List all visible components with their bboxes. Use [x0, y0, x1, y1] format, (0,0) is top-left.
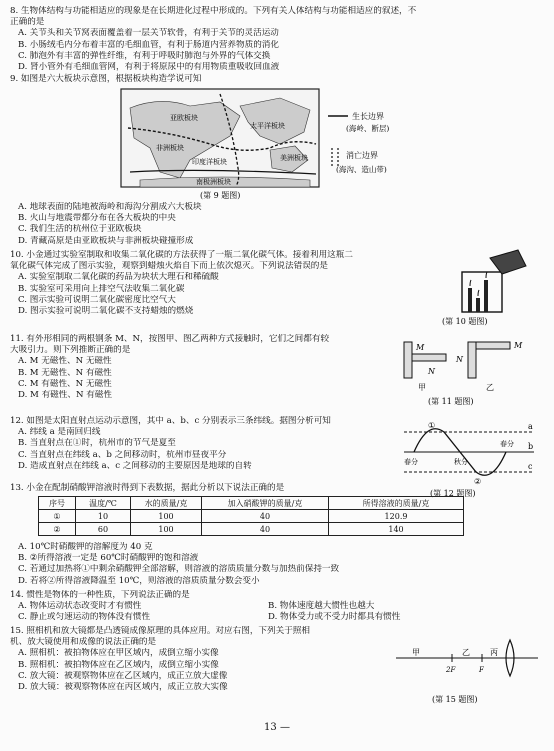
fig11-label-n2: N [456, 355, 463, 364]
map-label-eurasian: 亚欧板块 [170, 114, 198, 122]
q9-stem: 9. 如图是六大板块示意图，根据板块构造学说可知 [10, 74, 202, 84]
table-cell: ① [39, 510, 76, 523]
q12-stem: 12. 如图是太阳直射点运动示意图，其中 a、b、c 分别表示三条纬线。据图分析可知 [10, 416, 331, 426]
q10-stem-line-2: 氧化碳气体完成了图示实验，观察到蜡烛火焰自下而上依次熄灭。下列说法错误的是 [10, 261, 328, 272]
q11-option-b: B. M 无磁性、N 有磁性 [18, 367, 112, 378]
q15-option-a: A. 照相机：被拍物体应在甲区域内，成倒立缩小实像 [18, 648, 219, 659]
fig12-label-point1: ① [428, 421, 436, 430]
page-number: 13 — [264, 722, 290, 733]
q11-stem-line-1: 11. 有外形相同的两根钢条 M、N，按图甲、图乙两种方式接触时，它们之间都有较 [10, 334, 330, 344]
q13-option-c: C. 若通过加热将①中剩余硝酸钾全部溶解，则溶液的溶质质量分数与加热前保持一致 [18, 564, 340, 575]
fig12-label-autumn: 秋分 [454, 458, 468, 466]
fig15-label-2f: 2F [446, 666, 456, 674]
fig11-label-jia: 甲 [418, 383, 426, 392]
table-cell: 100 [131, 510, 202, 523]
fig11-label-m1: M [416, 343, 425, 352]
legend-subduction-boundary-note: (海沟、造山带) [336, 165, 387, 174]
fig15-label-f: F [479, 666, 484, 674]
q8-option-c: C. 肺泡外有丰富的弹性纤维，有利于呼吸时肺泡与外界的气体交换 [18, 50, 271, 61]
q10-stem-line-1: 10. 小金通过实验室制取和收集二氧化碳的方法获得了一瓶二氧化碳气体。接着利用这瓶二 [10, 250, 353, 260]
q9-caption: (第 9 题图) [200, 191, 241, 200]
fig12-label-spring1: 春分 [404, 458, 418, 466]
q9-option-c: C. 我们生活的杭州位于亚欧板块 [18, 224, 142, 235]
q10-option-c: C. 图示实验可说明二氧化碳密度比空气大 [18, 294, 176, 305]
q11-option-c: C. M 有磁性、N 无磁性 [18, 378, 112, 389]
q14-stem: 14. 惯性是物体的一种性质，下列说法正确的是 [10, 590, 190, 600]
question-12 [10, 416, 410, 472]
fig15-label-bing: 丙 [490, 648, 498, 657]
table-header: 温度/℃ [76, 497, 131, 510]
question-10 [10, 250, 430, 317]
table-cell: 120.9 [329, 510, 464, 523]
table-cell: ② [39, 523, 76, 536]
q12-caption: (第 12 题图) [430, 489, 476, 498]
q14-option-b: B. 物体速度越大惯性也越大 [268, 601, 375, 612]
q9-option-b: B. 火山与地震带都分布在各大板块的中央 [18, 213, 176, 224]
q15-option-d: D. 放大镜：被观察物体应在丙区域内，成正立放大实像 [18, 682, 228, 693]
q10-option-b: B. 实验室可采用向上排空气法收集二氧化碳 [18, 283, 185, 294]
q15-option-b: B. 照相机：被拍物体应在乙区域内，成倒立缩小实像 [18, 659, 219, 670]
q13-stem: 13. 小金在配制硝酸钾溶液时得到下表数据，据此分析以下说法正确的是 [10, 483, 285, 493]
table-cell: 60 [76, 523, 131, 536]
q13-option-a: A. 10℃时硝酸钾的溶解度为 40 克 [18, 542, 153, 552]
q11-stem-line-2: 大吸引力。则下列推断正确的是 [10, 345, 131, 356]
table-row [39, 510, 464, 523]
q12-option-c: C. 当直射点在纬线 a、b 之间移动时，杭州市昼夜平分 [18, 449, 227, 460]
q12-option-b: B. 当直射点在①时，杭州市的节气是夏至 [18, 438, 176, 449]
question-15 [10, 626, 400, 693]
fig12-label-a: a [528, 422, 533, 431]
q15-option-c: C. 放大镜：被观察物体应在乙区域内，成正立放大虚像 [18, 670, 228, 681]
table-header-row [39, 497, 464, 510]
map-label-indian: 印度洋板块 [192, 158, 227, 166]
q14-option-c: C. 静止或匀速运动的物体没有惯性 [18, 612, 151, 623]
question-8 [10, 6, 540, 73]
fig15-label-yi: 乙 [462, 648, 470, 657]
q11-option-a: A. M 无磁性、N 无磁性 [18, 356, 112, 367]
question-13-options [10, 542, 540, 587]
table-cell: 140 [329, 523, 464, 536]
legend-growth-boundary-note: (海岭、断层) [346, 124, 390, 133]
q12-option-d: D. 造成直射点在纬线 a、c 之间移动的主要原因是地球的自转 [18, 460, 252, 471]
q14-options-row-1 [10, 601, 540, 612]
q15-caption: (第 15 题图) [432, 695, 478, 704]
q9-option-a: A. 地球表面的陆地被海岭和海沟分割成六大板块 [18, 202, 202, 212]
map-label-american: 美洲板块 [280, 154, 308, 162]
table-cell: 40 [202, 510, 329, 523]
q10-caption: (第 10 题图) [442, 317, 488, 326]
q12-option-a: A. 纬线 a 是南回归线 [18, 427, 101, 438]
q11-option-d: D. M 有磁性、N 有磁性 [18, 390, 112, 401]
q14-option-d: D. 物体受力或不受力时都具有惯性 [268, 612, 401, 623]
plate-map-figure [120, 88, 530, 200]
q8-option-a: A. 关节头和关节窝表面覆盖着一层关节软骨，有利于关节的灵活运动 [18, 28, 279, 39]
fig11-label-yi: 乙 [486, 383, 494, 392]
q9-option-d: D. 青藏高原是由亚欧板块与非洲板块碰撞形成 [18, 235, 194, 246]
q14-option-a: A. 物体运动状态改变时才有惯性 [18, 601, 142, 612]
fig12-label-c: c [528, 462, 533, 471]
table-header: 所得溶液的质量/克 [329, 497, 464, 510]
q10-option-a: A. 实验室制取二氧化碳的药品为块状大理石和稀硫酸 [18, 272, 219, 283]
question-14 [10, 590, 540, 624]
map-label-african: 非洲板块 [156, 144, 184, 152]
table-cell: 100 [131, 523, 202, 536]
fig12-label-spring2: 春分 [500, 440, 514, 448]
q15-stem-line-1: 15. 照相机和放大镜都是凸透镜成像原理的具体应用。对应右图，下列关于照相 [10, 626, 310, 636]
table-cell: 10 [76, 510, 131, 523]
table-header: 水的质量/克 [131, 497, 202, 510]
legend-subduction-boundary: 消亡边界 [346, 151, 378, 160]
question-11 [10, 334, 410, 401]
q8-option-d: D. 肾小管外有毛细血管网，有利于将原尿中的有用物质重吸收回血液 [18, 62, 280, 73]
q14-options-row-2 [10, 612, 540, 623]
fig12-label-b: b [528, 442, 534, 451]
candle-beaker-figure [440, 248, 540, 328]
map-label-antarctic: 南极洲板块 [196, 178, 231, 186]
convex-lens-figure [392, 638, 542, 710]
q8-option-b: B. 小肠绒毛内分布着丰富的毛细血管，有利于肠道内营养物质的消化 [18, 39, 279, 50]
fig12-label-point2: ② [474, 477, 482, 486]
q10-option-d: D. 图示实验可说明二氧化碳不支持蜡烛的燃烧 [18, 306, 194, 317]
question-9-options [10, 202, 540, 247]
q13-option-b: B. ②所得溶液一定是 60℃时硝酸钾的饱和溶液 [18, 553, 199, 564]
table-row [39, 523, 464, 536]
fig11-label-m2: M [514, 341, 523, 350]
q11-caption: (第 11 题图) [428, 397, 474, 406]
q13-data-table [38, 496, 464, 536]
legend-growth-boundary: 生长边界 [352, 112, 384, 121]
table-header: 加入硝酸钾的质量/克 [202, 497, 329, 510]
q8-stem-line-1: 8. 生物体结构与功能相适应的现象是在长期进化过程中形成的。下列有关人体结构与功能相适应的叙述，不 [10, 6, 417, 16]
table-cell: 40 [202, 523, 329, 536]
fig15-label-jia: 甲 [412, 648, 420, 657]
map-label-pacific: 太平洋板块 [250, 122, 285, 130]
q8-stem-line-2: 正确的是 [10, 17, 45, 28]
magnet-bars-figure [398, 336, 538, 408]
q15-stem-line-2: 机、放大镜使用和成像的说法正确的是 [10, 637, 157, 648]
table-header: 序号 [39, 497, 76, 510]
fig11-label-n1: N [428, 367, 435, 376]
q13-option-d: D. 若将②所得溶液降温至 10℃，则溶液的溶质质量分数会变小 [18, 575, 260, 586]
